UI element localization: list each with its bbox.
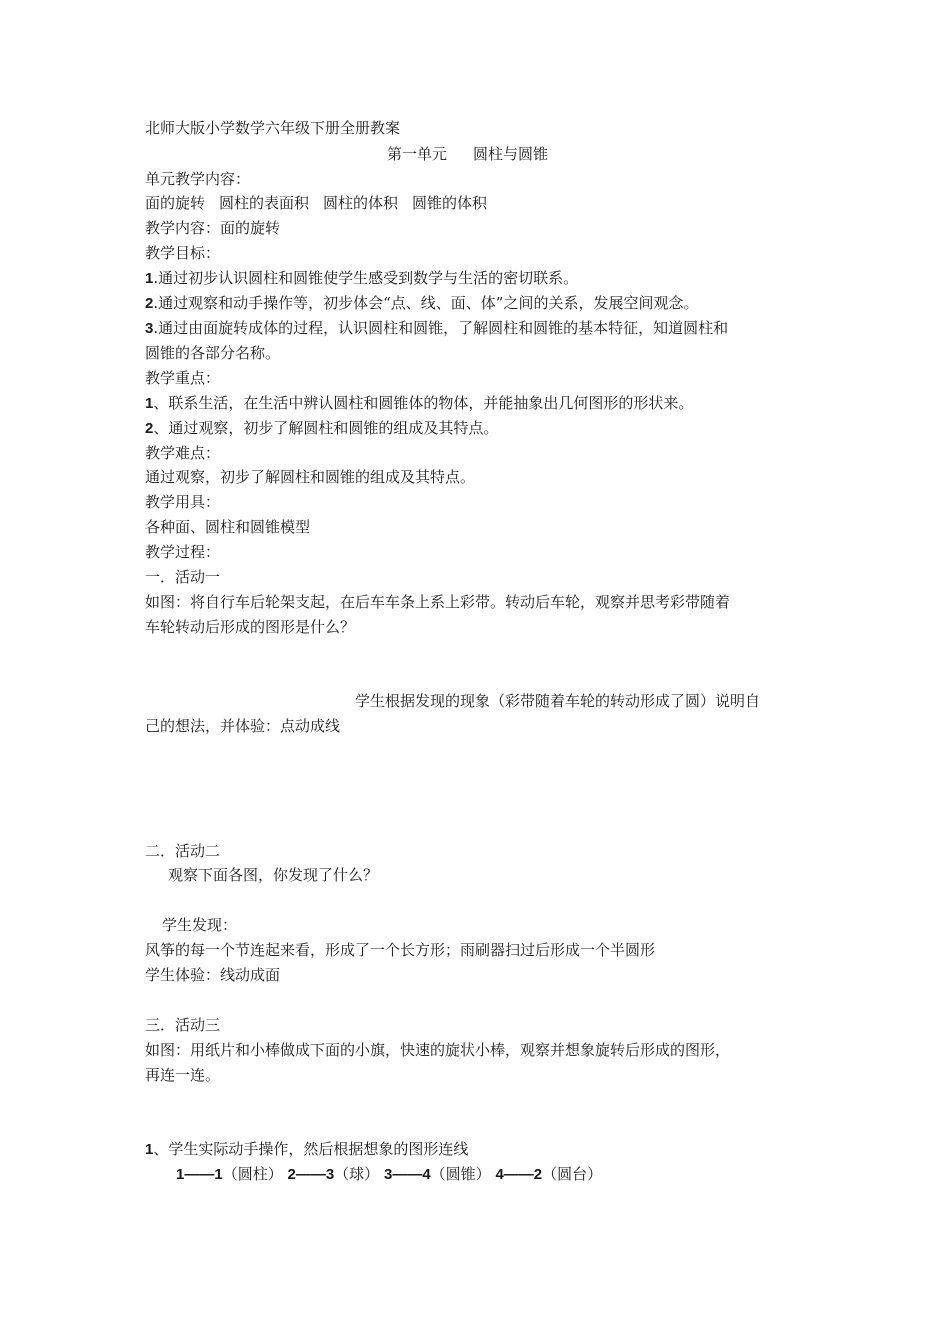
unit-topics (145, 193, 487, 213)
activity2-text: 观察下面各图，你发现了什么？ (168, 866, 379, 884)
unit-heading (387, 144, 548, 164)
lesson-content: 教学内容：面的旋转 (145, 219, 281, 237)
activity3-text: 再连一连。 (145, 1066, 221, 1084)
unit-number: 第一单元 (387, 145, 448, 163)
activity2-text: 学生体验：线动成面 (145, 966, 281, 984)
goal-text: 通过观察和动手操作等，初步体会“点、线、面、体”之间的关系，发展空间观念。 (158, 294, 699, 312)
goal-text: 通过初步认识圆柱和圆锥使学生感受到数学与生活的密切联系。 (158, 269, 579, 287)
doc-title: 北师大版小学数学六年级下册全册教案 (145, 119, 401, 137)
difficulty-text: 通过观察，初步了解圆柱和圆锥的组成及其特点。 (145, 468, 476, 486)
tools-label: 教学用具： (145, 493, 221, 511)
key-point-text: 联系生活，在生活中辨认圆柱和圆锥体的物体，并能抽象出几何图形的形状来。 (168, 394, 694, 412)
goal-item: 2.通过观察和动手操作等，初步体会“点、线、面、体”之间的关系，发展空间观念。 (145, 294, 699, 312)
key-point-item: 1、联系生活，在生活中辨认圆柱和圆锥体的物体，并能抽象出几何图形的形状来。 (145, 394, 694, 412)
unit-topic-item: 圆柱的体积 (323, 194, 399, 212)
unit-topic-item: 面的旋转 (145, 194, 206, 212)
step-text: 、学生实际动手操作，然后根据想象的图形连线 (153, 1140, 469, 1158)
answer-label: （球） (334, 1165, 380, 1183)
activity3-step (145, 1139, 468, 1160)
goal-number: 3 (145, 320, 154, 337)
activity2-text: 学生发现： (162, 916, 238, 934)
activity1-text: 己的想法，并体验：点动成线 (145, 717, 341, 735)
goal-text-continued: 圆锥的各部分名称。 (145, 344, 281, 362)
activity1-text: 车轮转动后形成的图形是什么？ (145, 618, 356, 636)
goal-item: 3.通过由面旋转成体的过程，认识圆柱和圆锥，了解圆柱和圆锥的基本特征，知道圆柱和 (145, 319, 729, 337)
unit-content-label: 单元教学内容： (145, 170, 251, 188)
tools-text: 各种面、圆柱和圆锥模型 (145, 518, 311, 536)
key-point-item: 2、通过观察，初步了解圆柱和圆锥的组成及其特点。 (145, 419, 499, 437)
activity3-heading: 三．活动三 (145, 1016, 221, 1034)
goal-text: 通过由面旋转成体的过程，认识圆柱和圆锥，了解圆柱和圆锥的基本特征，知道圆柱和 (158, 319, 729, 337)
unit-topic: 圆柱与圆锥 (473, 145, 549, 163)
answer-label: （圆柱） (222, 1165, 283, 1183)
answer-label: （圆台） (542, 1165, 603, 1183)
step-number: 1 (145, 1141, 154, 1158)
key-points-label: 教学重点： (145, 369, 221, 387)
goals-label: 教学目标： (145, 244, 221, 262)
unit-topic-item: 圆柱的表面积 (219, 194, 310, 212)
key-point-number: 2 (145, 420, 154, 437)
activity1-text: 学生根据发现的现象（彩带随着车轮的转动形成了圆）说明自 (355, 692, 761, 710)
key-point-text: 通过观察，初步了解圆柱和圆锥的组成及其特点。 (168, 419, 499, 437)
matching-answers: 1——1（圆柱） 2——3（球） 3——4（圆锥） 4——2（圆台） (176, 1165, 603, 1183)
process-label: 教学过程： (145, 543, 221, 561)
key-point-number: 1 (145, 395, 154, 412)
answer-label: （圆锥） (430, 1165, 491, 1183)
goal-number: 1 (145, 270, 154, 287)
unit-topic-item: 圆锥的体积 (412, 194, 488, 212)
activity2-text: 风筝的每一个节连起来看，形成了一个长方形；雨刷器扫过后形成一个半圆形 (145, 941, 656, 959)
activity1-heading: 一．活动一 (145, 568, 221, 586)
activity2-heading: 二．活动二 (145, 842, 221, 860)
goal-number: 2 (145, 295, 154, 312)
activity1-text: 如图：将自行车后轮架支起，在后车车条上系上彩带。转动后车轮，观察并思考彩带随着 (145, 593, 731, 611)
activity3-text: 如图：用纸片和小棒做成下面的小旗，快速的旋状小棒，观察并想象旋转后形成的图形， (145, 1041, 731, 1059)
goal-item: 1.通过初步认识圆柱和圆锥使学生感受到数学与生活的密切联系。 (145, 269, 579, 287)
difficulty-label: 教学难点： (145, 444, 221, 462)
